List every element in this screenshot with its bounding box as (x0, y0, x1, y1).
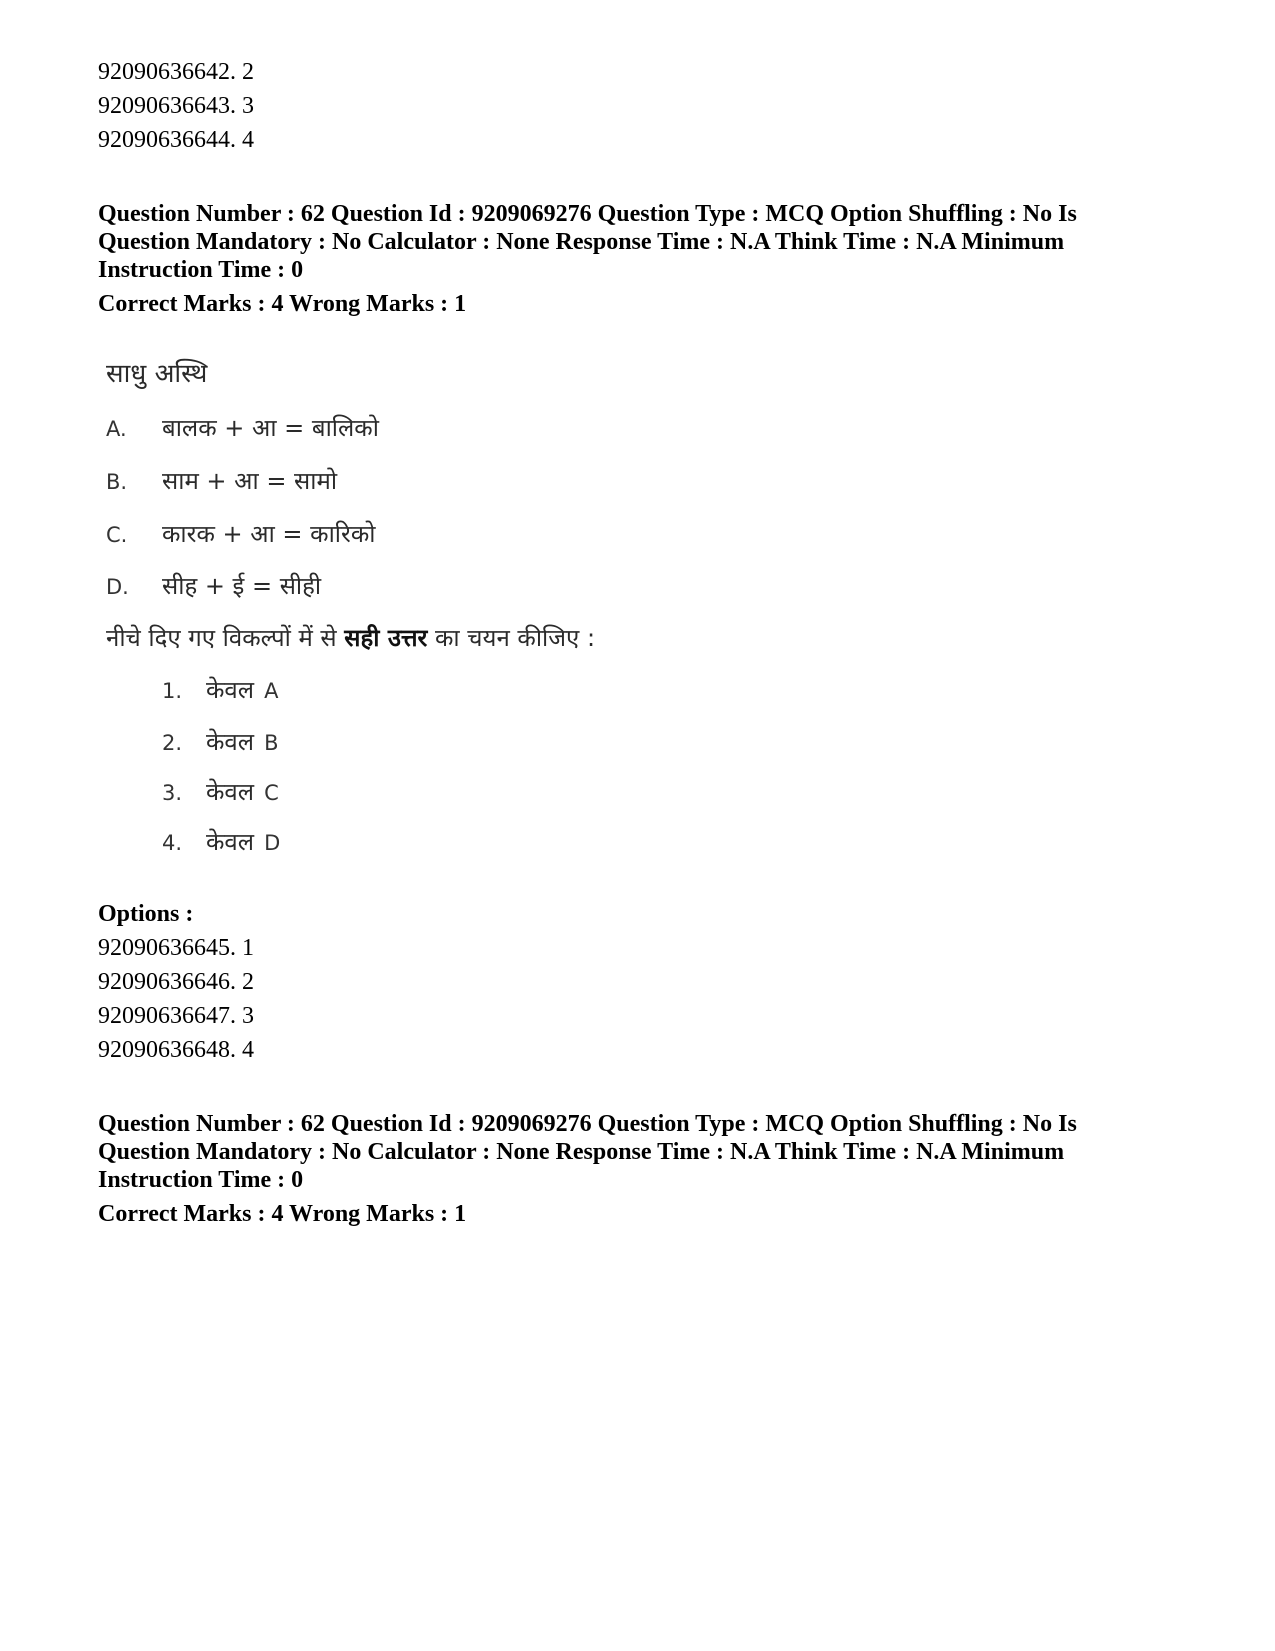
choice-word: केवल (206, 778, 255, 806)
question-header (98, 200, 1178, 284)
choice-letter: D (264, 831, 281, 855)
choice-number: 1. (162, 679, 183, 703)
question-header-line: Instruction Time : 0 (98, 1167, 304, 1193)
statement-text: सीह + ई = सीही (162, 572, 322, 600)
instruction-emphasis: सही उत्तर (344, 624, 428, 652)
choice-letter: B (264, 731, 279, 755)
option-line: 92090636645. 1 (98, 935, 254, 961)
choice-1 (162, 674, 278, 707)
choice-2 (162, 726, 278, 759)
statement-b (106, 465, 337, 498)
statement-text: बालक + आ = बालिको (162, 414, 379, 442)
choice-number: 3. (162, 781, 183, 805)
question-header-line: Question Mandatory : No Calculator : None Response Time : N.A Think Time : N.A Minimum (98, 1139, 1065, 1165)
option-line: 92090636644. 4 (98, 127, 254, 153)
question-image (98, 352, 658, 892)
statement-letter: C. (106, 523, 128, 547)
statement-c (106, 518, 376, 551)
question-header (98, 1110, 1178, 1194)
question-header-line: Question Number : 62 Question Id : 9209069276 Question Type : MCQ Option Shuffling : No Is (98, 1111, 1077, 1137)
choice-number: 2. (162, 731, 183, 755)
choice-word: केवल (206, 828, 255, 856)
statement-letter: D. (106, 575, 129, 599)
choice-word: केवल (206, 728, 255, 756)
options-heading: Options : (98, 901, 194, 927)
question-header-line: Question Mandatory : No Calculator : None Response Time : N.A Think Time : N.A Minimum (98, 229, 1065, 255)
marks-line: Correct Marks : 4 Wrong Marks : 1 (98, 1201, 467, 1227)
option-line: 92090636642. 2 (98, 59, 254, 85)
question-header-line: Question Number : 62 Question Id : 9209069276 Question Type : MCQ Option Shuffling : No Is (98, 201, 1077, 227)
statement-letter: A. (106, 417, 127, 441)
choice-3 (162, 776, 279, 809)
question-header-line: Instruction Time : 0 (98, 257, 304, 283)
choice-letter: C (264, 781, 279, 805)
option-line: 92090636643. 3 (98, 93, 254, 119)
statement-letter: B. (106, 470, 128, 494)
marks-line: Correct Marks : 4 Wrong Marks : 1 (98, 291, 467, 317)
choice-letter: A (264, 679, 279, 703)
option-line: 92090636646. 2 (98, 969, 254, 995)
choice-number: 4. (162, 831, 183, 855)
question-title: साधु अस्थि (106, 359, 208, 389)
statement-a (106, 412, 379, 445)
option-line: 92090636648. 4 (98, 1037, 254, 1063)
instruction-text: नीचे दिए गए विकल्पों में से सही उत्तर का चयन कीजिए : (106, 624, 596, 652)
option-line: 92090636647. 3 (98, 1003, 254, 1029)
choice-word: केवल (206, 676, 255, 704)
choice-4 (162, 826, 280, 859)
statement-d (106, 570, 321, 603)
statement-text: कारक + आ = कारिको (162, 520, 376, 548)
statement-text: साम + आ = सामो (162, 467, 338, 495)
